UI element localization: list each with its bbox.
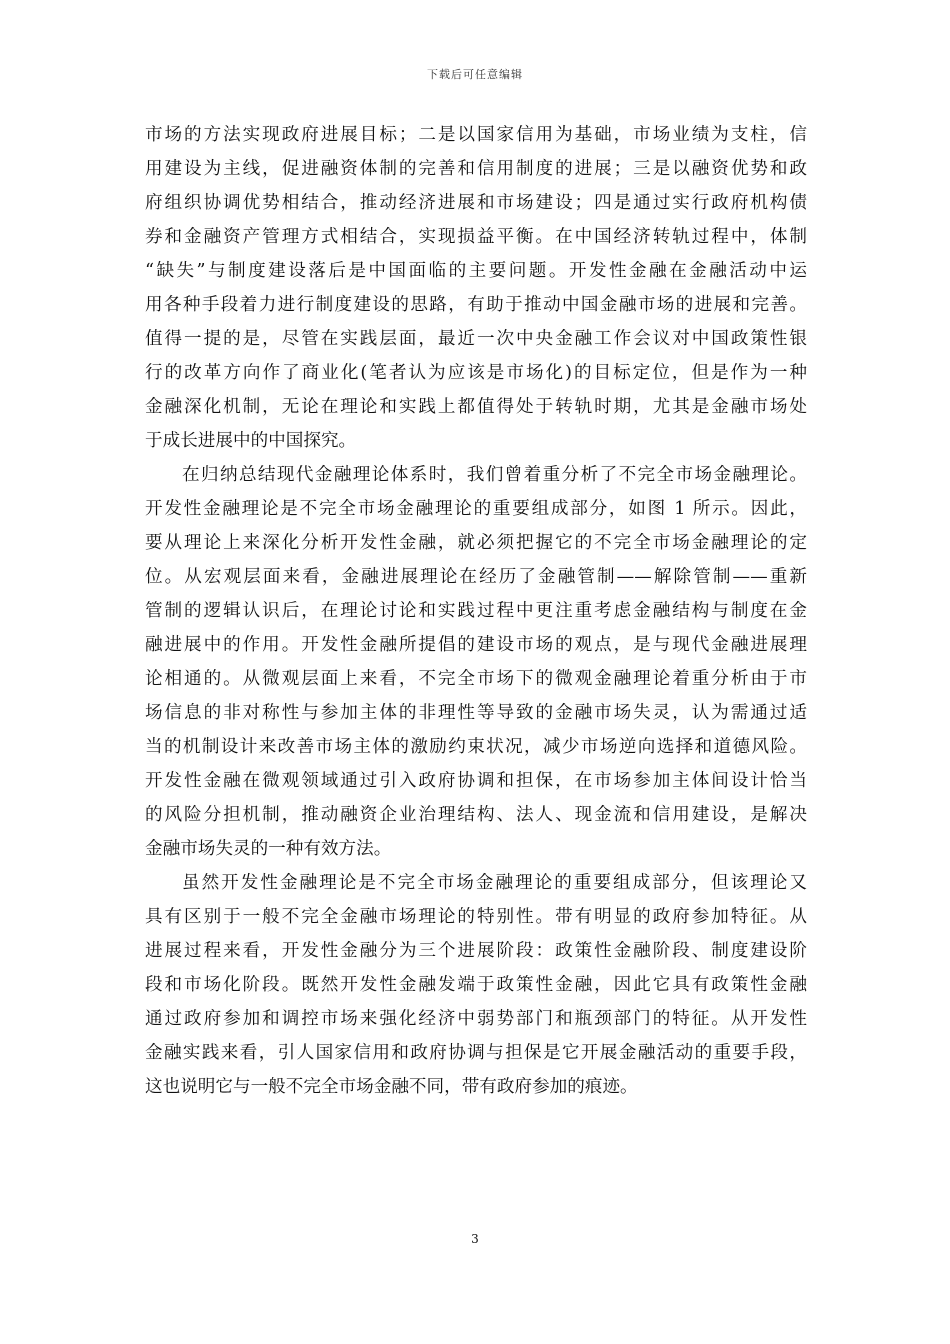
document-body [145,118,807,1104]
text-line: 虽然开发性金融理论是不完全市场金融理论的重要组成部分，但该理论又 [182,873,807,893]
text-line: 管制的逻辑认识后，在理论讨论和实践过程中更注重考虑金融结构与制度在金 [145,601,807,621]
text-line: 用建设为主线，促进融资体制的完善和信用制度的进展；三是以融资优势和政 [145,159,807,179]
text-line: “缺失”与制度建设落后是中国面临的主要问题。开发性金融在金融活动中运 [145,261,807,281]
text-line: 开发性金融理论是不完全市场金融理论的重要组成部分，如图 1 所示。因此， [145,499,807,519]
text-line: 当的机制设计来改善市场主体的激励约束状况，减少市场逆向选择和道德风险。 [145,737,807,757]
paragraph-2 [145,458,807,866]
text-line: 府组织协调优势相结合，推动经济进展和市场建设；四是通过实行政府机构债 [145,193,807,213]
text-line: 这也说明它与一般不完全市场金融不同，带有政府参加的痕迹。 [145,1077,638,1097]
text-line: 市场的方法实现政府进展目标；二是以国家信用为基础，市场业绩为支柱，信 [145,125,807,145]
paragraph-3 [145,866,807,1104]
text-line: 行的改革方向作了商业化(笔者认为应该是市场化)的目标定位，但是作为一种 [145,363,807,383]
text-line: 用各种手段着力进行制度建设的思路，有助于推动中国金融市场的进展和完善。 [145,295,807,315]
paragraph-1 [145,118,807,458]
text-line: 进展过程来看，开发性金融分为三个进展阶段：政策性金融阶段、制度建设阶 [145,941,807,961]
text-line: 论相通的。从微观层面上来看，不完全市场下的微观金融理论着重分析由于市 [145,669,807,689]
text-line: 通过政府参加和调控市场来强化经济中弱势部门和瓶颈部门的特征。从开发性 [145,1009,807,1029]
text-line: 金融深化机制，无论在理论和实践上都值得处于转轨时期，尤其是金融市场处 [145,397,807,417]
text-line: 值得一提的是，尽管在实践层面，最近一次中央金融工作会议对中国政策性银 [145,329,807,349]
text-line: 位。从宏观层面来看，金融进展理论在经历了金融管制——解除管制——重新 [145,567,807,587]
text-line: 场信息的非对称性与参加主体的非理性等导致的金融市场失灵，认为需通过适 [145,703,807,723]
text-line: 金融实践来看，引人国家信用和政府协调与担保是它开展金融活动的重要手段， [145,1043,807,1063]
text-line: 券和金融资产管理方式相结合，实现损益平衡。在中国经济转轨过程中，体制 [145,227,807,247]
text-line: 要从理论上来深化分析开发性金融，就必须把握它的不完全市场金融理论的定 [145,533,807,553]
text-line: 在归纳总结现代金融理论体系时，我们曾着重分析了不完全市场金融理论。 [182,465,807,485]
text-line: 于成长进展中的中国探究。 [145,431,357,451]
text-line: 的风险分担机制，推动融资企业治理结构、法人、现金流和信用建设，是解决 [145,805,807,825]
text-line: 段和市场化阶段。既然开发性金融发端于政策性金融，因此它具有政策性金融 [145,975,807,995]
text-line: 开发性金融在微观领域通过引入政府协调和担保，在市场参加主体间设计恰当 [145,771,807,791]
page-number: 3 [471,1232,479,1246]
page-header: 下载后可任意编辑 [427,68,523,81]
text-line: 金融市场失灵的一种有效方法。 [145,839,392,859]
text-line: 具有区别于一般不完全金融市场理论的特别性。带有明显的政府参加特征。从 [145,907,807,927]
text-line: 融进展中的作用。开发性金融所提倡的建设市场的观点，是与现代金融进展理 [145,635,807,655]
